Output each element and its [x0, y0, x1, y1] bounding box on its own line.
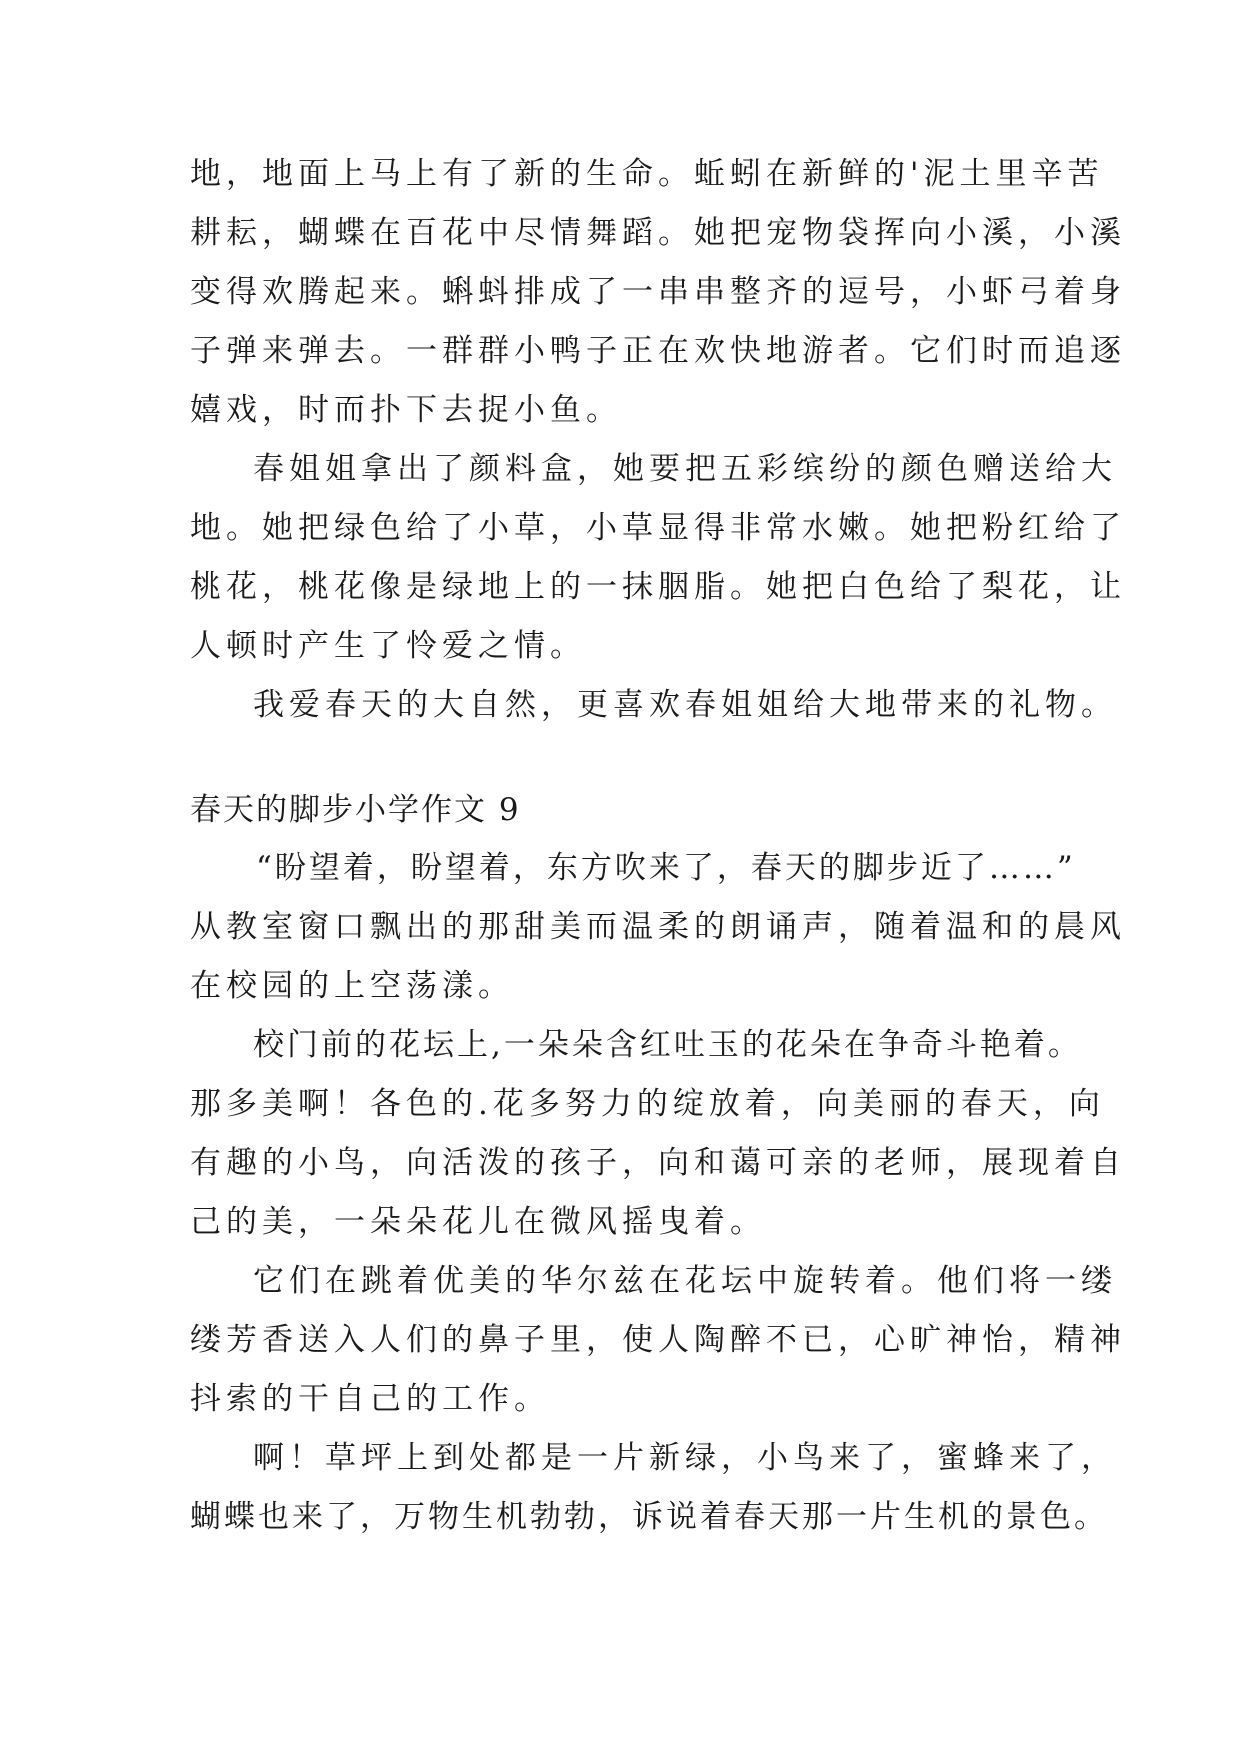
paragraph-line: 啊！草坪上到处都是一片新绿，小鸟来了，蜜蜂来了， — [253, 1440, 1117, 1476]
paragraph-line: 己的美，一朵朵花儿在微风摇曳着。 — [190, 1204, 766, 1240]
paragraph-line: 人顿时产生了怜爱之情。 — [190, 628, 586, 664]
paragraph-line: 变得欢腾起来。蝌蚪排成了一串串整齐的逗号，小虾弓着身 — [190, 274, 1126, 310]
paragraph-line: 从教室窗口飘出的那甜美而温柔的朗诵声，随着温和的晨风 — [190, 909, 1126, 945]
paragraph-line: 嬉戏，时而扑下去捉小鱼。 — [190, 392, 622, 428]
paragraph-line: 春姐姐拿出了颜料盒，她要把五彩缤纷的颜色赠送给大 — [253, 451, 1117, 487]
paragraph-line: 有趣的小鸟，向活泼的孩子，向和蔼可亲的老师，展现着自 — [190, 1145, 1126, 1181]
paragraph-line: 地。她把绿色给了小草，小草显得非常水嫩。她把粉红给了 — [190, 510, 1126, 546]
paragraph-line: 子弹来弹去。一群群小鸭子正在欢快地游者。它们时而追逐 — [190, 333, 1126, 369]
paragraph-line: 在校园的上空荡漾。 — [190, 968, 514, 1004]
paragraph-line: “盼望着，盼望着，东方吹来了，春天的脚步近了……” — [256, 850, 1076, 886]
paragraph-line: 我爱春天的大自然，更喜欢春姐姐给大地带来的礼物。 — [253, 687, 1117, 723]
paragraph-line: 地，地面上马上有了新的生命。蚯蚓在新鲜的'泥土里辛苦 — [190, 156, 1104, 192]
paragraph-line: 那多美啊！各色的.花多努力的绽放着，向美丽的春天，向 — [190, 1086, 1105, 1122]
paragraph-line: 蝴蝶也来了，万物生机勃勃，诉说着春天那一片生机的景色。 — [190, 1499, 1108, 1535]
paragraph-line: 它们在跳着优美的华尔兹在花坛中旋转着。他们将一缕 — [253, 1263, 1117, 1299]
paragraph-line: 缕芳香送入人们的鼻子里，使人陶醉不已，心旷神怡，精神 — [190, 1322, 1126, 1358]
paragraph-line: 桃花，桃花像是绿地上的一抹胭脂。她把白色给了梨花，让 — [190, 569, 1126, 605]
paragraph-line: 校门前的花坛上,一朵朵含红吐玉的花朵在争奇斗艳着。 — [253, 1027, 1082, 1063]
section-heading: 春天的脚步小学作文 9 — [190, 792, 521, 828]
paragraph-line: 抖索的干自己的工作。 — [190, 1381, 550, 1417]
paragraph-line: 耕耘，蝴蝶在百花中尽情舞蹈。她把宠物袋挥向小溪，小溪 — [190, 215, 1126, 251]
